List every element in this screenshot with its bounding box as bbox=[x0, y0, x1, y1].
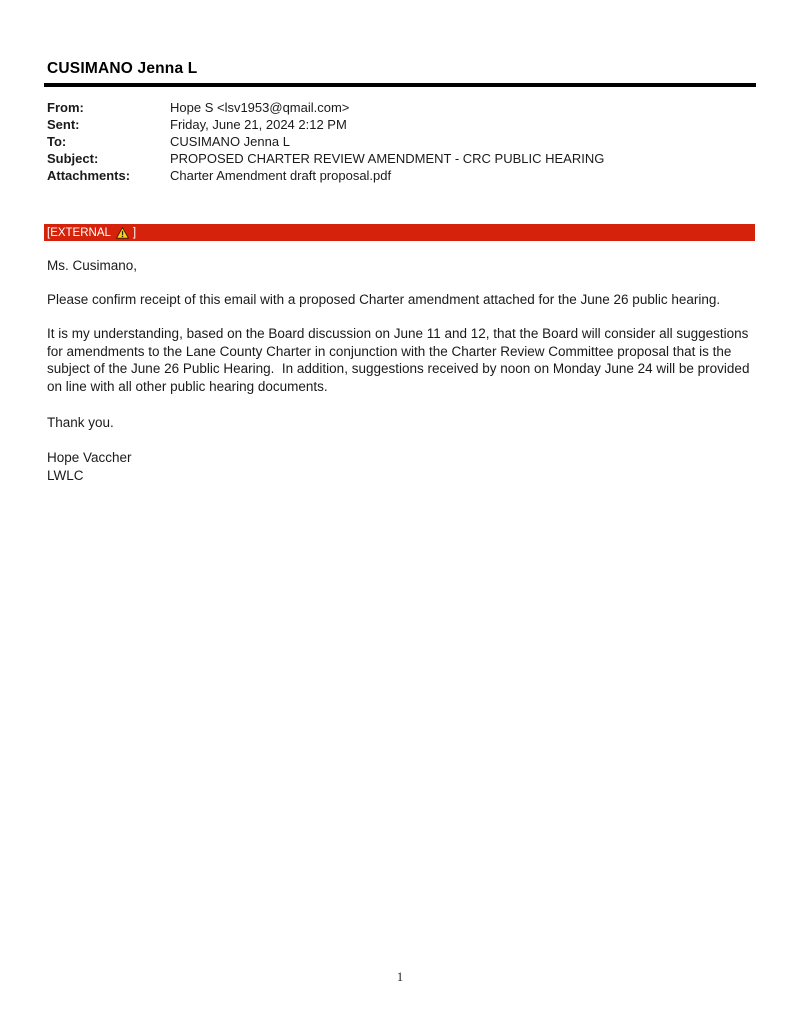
meta-row-to bbox=[47, 133, 747, 150]
signature-name: Hope Vaccher bbox=[47, 450, 132, 465]
email-paragraph-2: It is my understanding, based on the Board discussion on June 11 and 12, that the Board will consider all suggestions for amendments to the Lane County Charter in conjunction with the Charter Review Committee proposal that is the subject of the June 26 Public Hearing. In addition, suggestions received by noon on Monday June 24 will be provided on line with all other public hearing documents. bbox=[47, 326, 754, 394]
meta-label-to: To: bbox=[47, 134, 67, 149]
meta-value-attachments: Charter Amendment draft proposal.pdf bbox=[170, 168, 392, 183]
email-closing: Thank you. bbox=[47, 415, 114, 430]
meta-label-sent: Sent: bbox=[47, 117, 80, 132]
meta-value-from: Hope S <lsv1953@qmail.com> bbox=[170, 100, 350, 115]
meta-row-sent bbox=[47, 116, 747, 133]
email-meta-block bbox=[47, 99, 747, 184]
meta-label-from: From: bbox=[47, 100, 84, 115]
meta-label-subject: Subject: bbox=[47, 151, 99, 166]
meta-value-to: CUSIMANO Jenna L bbox=[170, 134, 290, 149]
header-divider-rule bbox=[44, 83, 756, 87]
external-warning-banner bbox=[44, 224, 755, 241]
meta-value-sent: Friday, June 21, 2024 2:12 PM bbox=[170, 117, 347, 132]
meta-value-subject: PROPOSED CHARTER REVIEW AMENDMENT - CRC PUBLIC HEARING bbox=[170, 151, 605, 166]
signature-organization: LWLC bbox=[47, 468, 84, 483]
external-banner-prefix: [EXTERNAL bbox=[47, 226, 111, 239]
external-banner-suffix: ] bbox=[132, 226, 137, 239]
meta-row-from bbox=[47, 99, 747, 116]
warning-triangle-icon bbox=[116, 227, 129, 239]
meta-row-attachments bbox=[47, 167, 747, 184]
meta-row-subject bbox=[47, 150, 747, 167]
meta-label-attachments: Attachments: bbox=[47, 168, 131, 183]
email-paragraph-1: Please confirm receipt of this email with a proposed Charter amendment attached for the June 26 public hearing. bbox=[47, 292, 721, 307]
recipient-header: CUSIMANO Jenna L bbox=[47, 60, 198, 77]
page-number: 1 bbox=[396, 970, 404, 984]
email-salutation: Ms. Cusimano, bbox=[47, 258, 138, 273]
